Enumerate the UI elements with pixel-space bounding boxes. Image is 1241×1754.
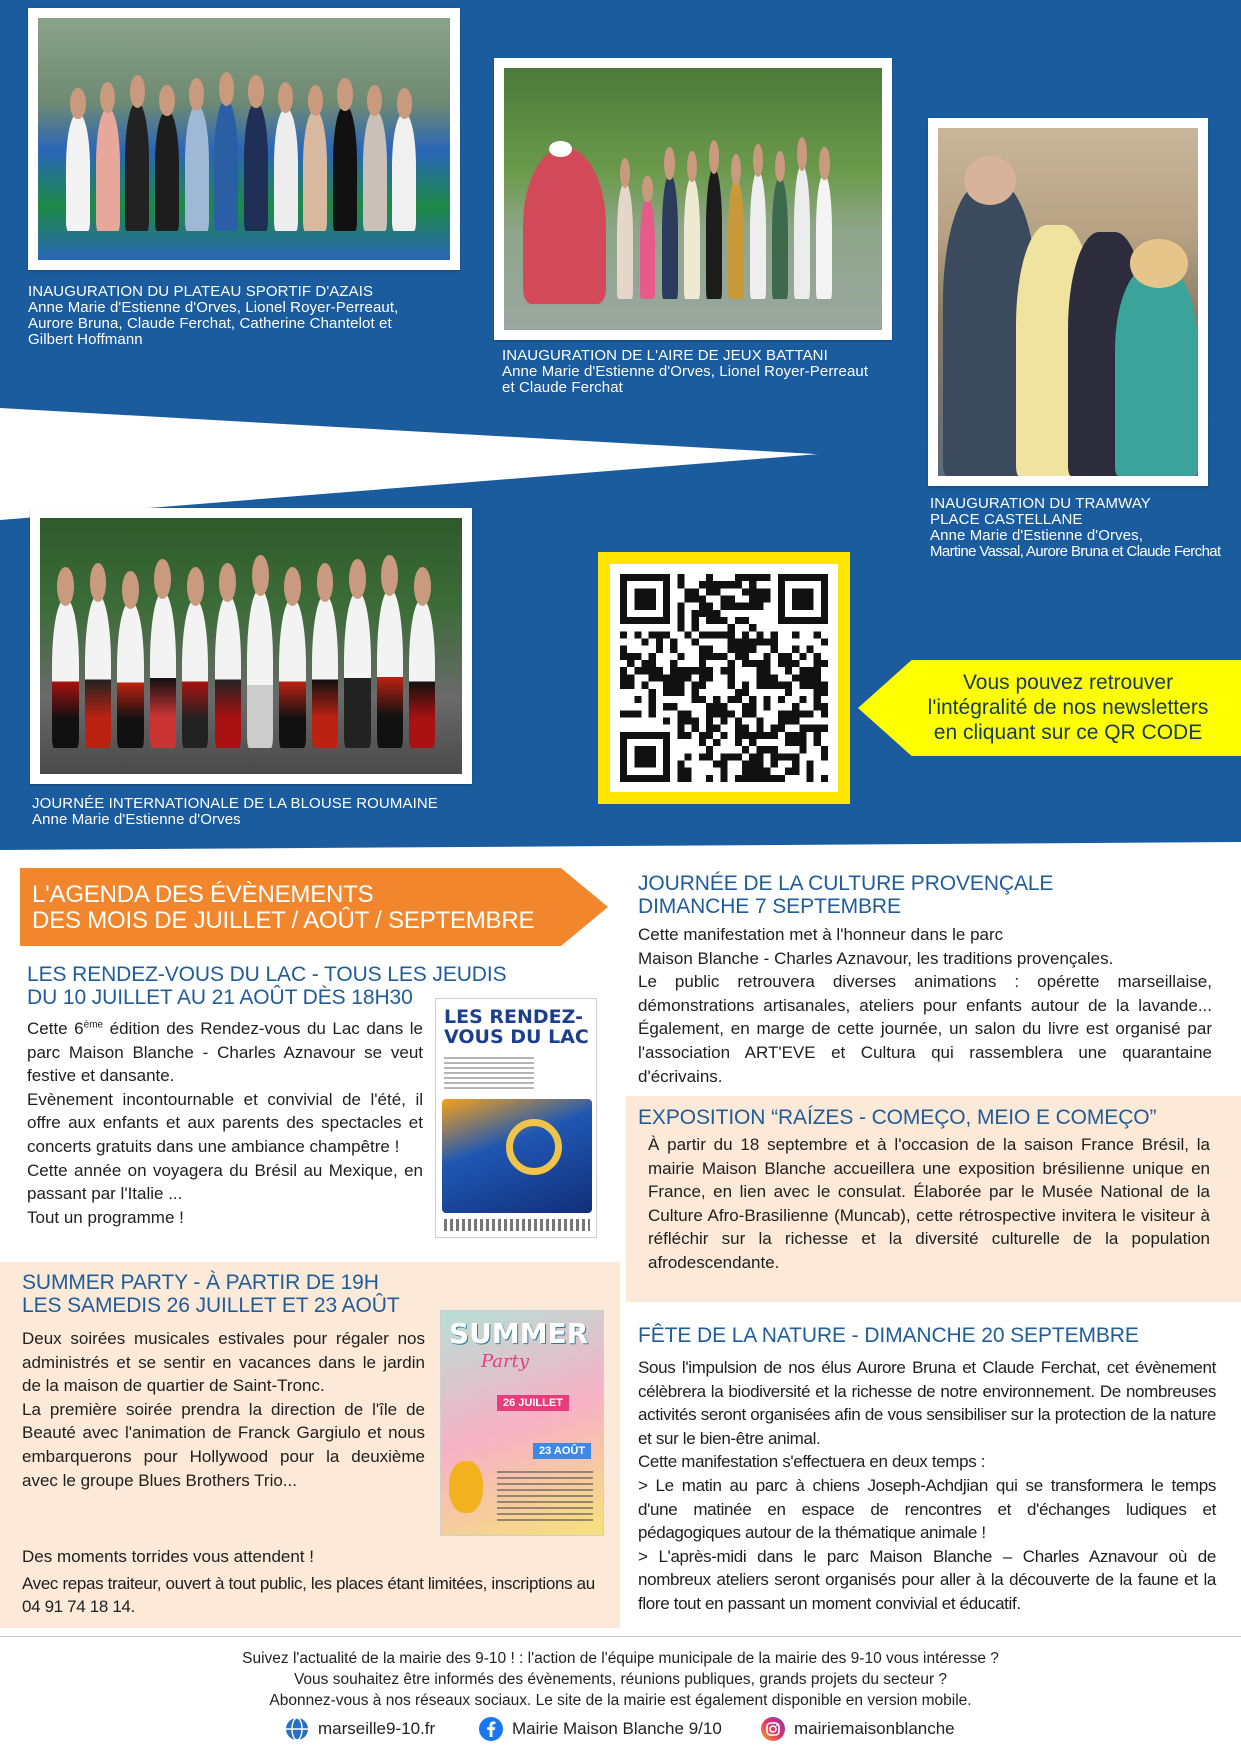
qr-callout-line: Vous pouvez retrouver (962, 671, 1174, 694)
facebook-icon (478, 1716, 504, 1742)
qr-callout-line: en cliquant sur ce QR CODE (933, 721, 1203, 744)
lac-intro: Cette 6ème édition des Rendez-vous du Lac dans le parc Maison Blanche - Charles Aznavour se veut festive et dansante. (27, 1019, 423, 1086)
caption-title: INAUGURATION DU PLATEAU SPORTIF D'AZAIS (28, 283, 374, 300)
summer-poster-title: SUMMER (449, 1317, 589, 1350)
lac-title-line: DU 10 JUILLET AU 21 AOÛT DÈS 18H30 (27, 986, 413, 1009)
nature-paragraph: > L'après-midi dans le parc Maison Blanche – Charles Aznavour où de nombreux ateliers seront organisés pour aller à la découverte de la faune et la flore tout en passant un moment convivial et éducatif. (638, 1546, 1216, 1613)
lac-title-line: LES RENDEZ-VOUS DU LAC - TOUS LES JEUDIS (27, 963, 507, 986)
caption-line: Gilbert Hoffmann (28, 331, 143, 348)
culture-line: Cette manifestation met à l'honneur dans le parc (638, 925, 1004, 944)
nature-title: FÊTE DE LA NATURE - DIMANCHE 20 SEPTEMBRE (638, 1324, 1139, 1347)
nature-paragraph: > Le matin au parc à chiens Joseph-Achdjian qui se transformera le temps d'une matinée en espace de rencontres et d'échanges ludiques et pédagogiques autour de la thématique animale ! (638, 1475, 1216, 1543)
caption-title: JOURNÉE INTERNATIONALE DE LA BLOUSE ROUMAINE (32, 795, 438, 812)
caption-azais (28, 284, 398, 348)
summer-poster-date: 26 JUILLET (497, 1395, 569, 1411)
lac-paragraph: Tout un programme ! (27, 1207, 184, 1227)
agenda-title (32, 882, 534, 934)
qr-code[interactable] (598, 552, 850, 804)
lac-body (27, 1017, 423, 1229)
footer-line: Suivez l'actualité de la mairie des 9-10 ! : l'action de l'équipe municipale de la mairie des 9-10 vous intéresse ? (242, 1650, 999, 1667)
culture-body (638, 923, 1212, 1088)
caption-blouse (32, 796, 438, 828)
website-label: marseille9-10.fr (318, 1719, 436, 1738)
summer-poster-date: 23 AOÛT (533, 1443, 591, 1459)
caption-battani (502, 348, 868, 396)
summer-body-2 (22, 1545, 612, 1619)
photo-tramway-castellane (928, 118, 1208, 486)
photo-plateau-azais (28, 8, 460, 270)
footer-line: Vous souhaitez être informés des évènements, réunions publiques, grands projets du secteur ? (293, 1671, 948, 1688)
agenda-title-line: L'AGENDA DES ÉVÈNEMENTS (32, 881, 374, 908)
caption-line: et Claude Ferchat (502, 379, 623, 396)
caption-title: INAUGURATION DU TRAMWAY (930, 495, 1151, 512)
caption-line: Anne Marie d'Estienne d'Orves, Lionel Royer-Perreaut, (28, 299, 399, 316)
summer-paragraph: Deux soirées musicales estivales pour régaler nos administrés et se sentir en vacances dans le jardin de la maison de quartier de Saint-Tronc. (22, 1329, 425, 1396)
caption-line: Anne Marie d'Estienne d'Orves (32, 811, 241, 828)
nature-paragraph: Sous l'impulsion de nos élus Aurore Bruna et Claude Ferchat, cet évènement célèbrera la biodiversité et la richesse de notre environnement. De nombreuses activités seront organisées afin de vous sensibiliser sur la protection de la nature et sur le bien-être animal. (638, 1358, 1216, 1448)
caption-title: INAUGURATION DE L'AIRE DE JEUX BATTANI (502, 347, 828, 364)
summer-poster (440, 1310, 604, 1536)
culture-title (638, 872, 1053, 918)
culture-paragraph: Le public retrouvera diverses animations : opérette marseillaise, démonstrations artisanales, ateliers pour enfants autour de la lavande... Également, en marge de cette journée, un salon du livre est organisé par l'association ART'EVE et Cultura qui rassemblera une quarantaine d'écrivains. (638, 972, 1212, 1086)
lac-poster-title: LES RENDEZ-VOUS DU LAC (444, 1006, 589, 1048)
photo-blouse-roumaine (30, 508, 472, 784)
instagram-link[interactable] (760, 1716, 955, 1742)
raizes-title: EXPOSITION “RAÍZES - COMEÇO, MEIO E COMEÇO” (638, 1106, 1157, 1129)
culture-title-line: DIMANCHE 7 SEPTEMBRE (638, 895, 901, 918)
instagram-label: mairiemaisonblanche (794, 1719, 955, 1738)
summer-poster-subtitle: Party (481, 1351, 530, 1372)
instagram-icon (760, 1716, 786, 1742)
facebook-label: Mairie Maison Blanche 9/10 (512, 1719, 722, 1738)
facebook-link[interactable] (478, 1716, 722, 1742)
qr-code-pattern (620, 574, 828, 782)
summer-paragraph: La première soirée prendra la direction de l'île de Beauté avec l'animation de Franck Gargiulo et nous embarquerons pour Hollywood pour la deuxième avec le groupe Blues Brothers Trio... (22, 1399, 425, 1490)
caption-line: Aurore Bruna, Claude Ferchat, Catherine Chantelot et (28, 315, 392, 332)
caption-line: Anne Marie d'Estienne d'Orves, Lionel Royer-Perreaut (502, 363, 869, 380)
raizes-paragraph: À partir du 18 septembre et à l'occasion de la saison France Brésil, la mairie Maison Blanche accueillera une exposition brésilienne unique en France, en lien avec le consulat. Élaborée par le Musée National de la Culture Afro-Brasilienne (Muncab), cette rétrospective invitera le visiteur à réfléchir sur la richesse et la diversité culturelle de la population afrodescendante. (648, 1135, 1210, 1272)
lac-poster (435, 998, 597, 1238)
summer-title-line: SUMMER PARTY - À PARTIR DE 19H (22, 1271, 379, 1294)
summer-title-line: LES SAMEDIS 26 JUILLET ET 23 AOÛT (22, 1294, 400, 1317)
footer-line: Abonnez-vous à nos réseaux sociaux. Le site de la mairie est également disponible en version mobile. (269, 1692, 972, 1709)
culture-line: Maison Blanche - Charles Aznavour, les traditions provençales. (638, 948, 1114, 968)
raizes-body (648, 1133, 1210, 1275)
qr-callout-text (908, 670, 1228, 745)
agenda-title-line: DES MOIS DE JUILLET / AOÛT / SEPTEMBRE (32, 907, 535, 934)
footer-divider (0, 1636, 1241, 1637)
summer-body (22, 1327, 425, 1492)
website-link[interactable] (284, 1716, 435, 1742)
qr-callout-line: l'intégralité de nos newsletters (927, 696, 1209, 719)
caption-tramway (930, 496, 1221, 560)
culture-title-line: JOURNÉE DE LA CULTURE PROVENÇALE (638, 872, 1054, 895)
summer-paragraph: Avec repas traiteur, ouvert à tout public, les places étant limitées, inscriptions au 04 91 74 18 14. (22, 1573, 595, 1617)
photo-aire-jeux-battani (494, 58, 892, 340)
footer-text (0, 1648, 1241, 1711)
summer-paragraph: Des moments torrides vous attendent ! (22, 1547, 314, 1566)
lac-paragraph: Cette année on voyagera du Brésil au Mexique, en passant par l'Italie ... (27, 1160, 423, 1204)
nature-body (638, 1356, 1216, 1616)
lac-paragraph: Evènement incontournable et convivial de l'été, il offre aux enfants et aux parents des spectacles et concerts gratuits dans une ambiance champêtre ! (27, 1089, 423, 1156)
nature-paragraph: Cette manifestation s'effectuera en deux temps : (638, 1452, 986, 1472)
caption-title: PLACE CASTELLANE (930, 511, 1083, 528)
summer-title (22, 1271, 400, 1317)
caption-line: Martine Vassal, Aurore Bruna et Claude Ferchat (930, 543, 1221, 560)
caption-line: Anne Marie d'Estienne d'Orves, (930, 527, 1143, 544)
globe-icon (284, 1716, 310, 1742)
